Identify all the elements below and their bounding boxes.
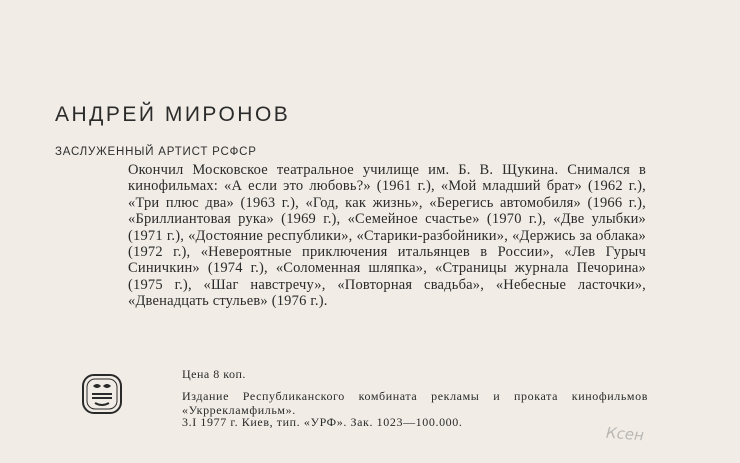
actor-title: ЗАСЛУЖЕННЫЙ АРТИСТ РСФСР: [55, 146, 257, 158]
publisher-info: Издание Республиканского комбината рекламы и проката кинофильмов «Укрреклaмфильм».: [182, 389, 648, 417]
print-info: 3.I 1977 г. Киев, тип. «УРФ». Зак. 1023—100.000.: [182, 415, 463, 429]
publisher-logo-icon: [80, 372, 124, 416]
actor-name: АНДРЕЙ МИРОНОВ: [55, 103, 291, 126]
price-label: Цена 8 коп.: [182, 367, 246, 381]
biography-text: Окончил Московское театральное училище им. Б. В. Щукина. Снимался в кинофильмах: «А если это любовь?» (1961 г.), «Мой младший брат» (1962 г.), «Три плюс два» (1963 г.), «Год, как жизнь», «Берегись автомобиля» (1966 г.), «Бриллиантовая рука» (1969 г.), «Семейное счастье» (1970 г.), «Две улыбки» (1971 г.), «Достояние республики», «Старики-разбойники», «Держись за облака» (1972 г.), «Невероятные приключения итальянцев в России», «Лев Гурыч Синичкин» (1974 г.), «Соломенная шляпка», «Страницы журнала Печорина» (1975 г.), «Шаг навстречу», «Повторная свадьба», «Небесные ласточки», «Двенадцать стульев» (1976 г.).: [128, 162, 646, 310]
pencil-annotation: Ксен: [605, 423, 645, 445]
